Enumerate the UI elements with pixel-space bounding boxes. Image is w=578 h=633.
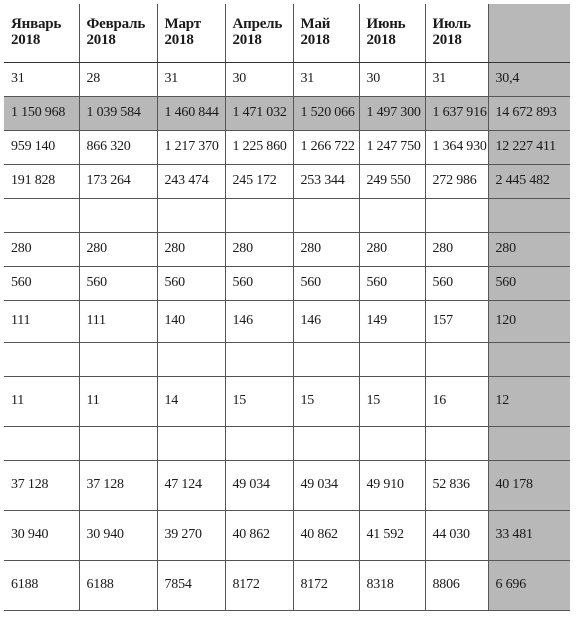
table-cell: 243 474 xyxy=(157,164,225,198)
header-cell-july xyxy=(425,4,488,62)
table-row xyxy=(4,300,570,342)
total-cell: 12 227 411 xyxy=(488,130,570,164)
header-year: 2018 xyxy=(11,32,41,48)
header-year: 2018 xyxy=(366,32,396,48)
table-cell: 560 xyxy=(359,266,425,300)
header-row xyxy=(4,4,570,62)
table-cell: 280 xyxy=(359,232,425,266)
table-row xyxy=(4,376,570,426)
table-cell xyxy=(425,426,488,460)
table-cell: 15 xyxy=(225,376,293,426)
table-cell: 280 xyxy=(293,232,359,266)
total-cell: 120 xyxy=(488,300,570,342)
header-cell-may xyxy=(293,4,359,62)
header-month: Апрель xyxy=(232,16,283,32)
header-year: 2018 xyxy=(232,32,262,48)
table-cell xyxy=(4,342,79,376)
header-month: Март xyxy=(164,16,201,32)
table-row xyxy=(4,130,570,164)
table-cell xyxy=(225,342,293,376)
table-cell xyxy=(4,426,79,460)
table-cell: 30 xyxy=(359,62,425,96)
table-cell: 560 xyxy=(425,266,488,300)
table-cell: 1 247 750 xyxy=(359,130,425,164)
table-cell: 1 225 860 xyxy=(225,130,293,164)
table-cell: 49 910 xyxy=(359,460,425,510)
table-row xyxy=(4,164,570,198)
table-cell: 7854 xyxy=(157,560,225,610)
table-cell: 11 xyxy=(4,376,79,426)
total-cell: 560 xyxy=(488,266,570,300)
header-year: 2018 xyxy=(300,32,330,48)
table-cell xyxy=(157,426,225,460)
table-cell xyxy=(425,198,488,232)
header-month: Июль xyxy=(432,16,471,32)
header-year: 2018 xyxy=(86,32,116,48)
table-row xyxy=(4,232,570,266)
table-cell: 146 xyxy=(293,300,359,342)
table-cell: 111 xyxy=(4,300,79,342)
table-cell: 1 364 930 xyxy=(425,130,488,164)
header-cell-april xyxy=(225,4,293,62)
table-cell: 30 940 xyxy=(79,510,157,560)
table-cell: 8172 xyxy=(293,560,359,610)
table-cell xyxy=(293,426,359,460)
table-cell: 31 xyxy=(4,62,79,96)
table-cell: 15 xyxy=(359,376,425,426)
table-cell: 1 266 722 xyxy=(293,130,359,164)
table-cell: 146 xyxy=(225,300,293,342)
table-cell: 1 460 844 xyxy=(157,96,225,130)
total-cell: 2 445 482 xyxy=(488,164,570,198)
table-cell: 253 344 xyxy=(293,164,359,198)
table-cell: 6188 xyxy=(79,560,157,610)
header-year: 2018 xyxy=(164,32,194,48)
table-cell: 866 320 xyxy=(79,130,157,164)
table-cell: 52 836 xyxy=(425,460,488,510)
table-cell: 30 940 xyxy=(4,510,79,560)
total-cell: 6 696 xyxy=(488,560,570,610)
table-cell: 959 140 xyxy=(4,130,79,164)
table-cell: 8318 xyxy=(359,560,425,610)
table-cell: 149 xyxy=(359,300,425,342)
table-cell: 31 xyxy=(425,62,488,96)
header-cell-total xyxy=(488,4,570,62)
table-cell xyxy=(225,198,293,232)
total-cell xyxy=(488,198,570,232)
table-cell xyxy=(293,342,359,376)
table-row xyxy=(4,560,570,610)
table-cell: 272 986 xyxy=(425,164,488,198)
table-cell: 41 592 xyxy=(359,510,425,560)
total-cell: 40 178 xyxy=(488,460,570,510)
table-cell: 157 xyxy=(425,300,488,342)
table-cell: 280 xyxy=(79,232,157,266)
table-cell: 191 828 xyxy=(4,164,79,198)
header-month: Февраль xyxy=(86,16,146,32)
table-cell: 280 xyxy=(225,232,293,266)
table-cell xyxy=(425,342,488,376)
table-cell: 30 xyxy=(225,62,293,96)
table-row xyxy=(4,342,570,376)
table-cell: 560 xyxy=(4,266,79,300)
table-row xyxy=(4,198,570,232)
table-cell: 1 471 032 xyxy=(225,96,293,130)
monthly-data-table xyxy=(4,4,570,611)
total-cell: 14 672 893 xyxy=(488,96,570,130)
table-cell: 39 270 xyxy=(157,510,225,560)
table-cell: 37 128 xyxy=(4,460,79,510)
total-cell: 280 xyxy=(488,232,570,266)
table-cell: 37 128 xyxy=(79,460,157,510)
table-cell: 6188 xyxy=(4,560,79,610)
table-cell xyxy=(79,426,157,460)
table-cell: 31 xyxy=(157,62,225,96)
table-row xyxy=(4,426,570,460)
total-cell: 33 481 xyxy=(488,510,570,560)
header-month: Май xyxy=(300,16,331,32)
table-cell: 111 xyxy=(79,300,157,342)
table-cell: 40 862 xyxy=(225,510,293,560)
table-cell: 560 xyxy=(157,266,225,300)
table-cell: 40 862 xyxy=(293,510,359,560)
table-cell: 8806 xyxy=(425,560,488,610)
table-cell xyxy=(225,426,293,460)
table-cell: 31 xyxy=(293,62,359,96)
table-cell: 560 xyxy=(225,266,293,300)
table-cell: 1 217 370 xyxy=(157,130,225,164)
table-cell: 249 550 xyxy=(359,164,425,198)
table-row xyxy=(4,266,570,300)
header-month: Январь xyxy=(11,16,62,32)
table-cell: 47 124 xyxy=(157,460,225,510)
table-cell: 1 150 968 xyxy=(4,96,79,130)
header-cell-june xyxy=(359,4,425,62)
table-cell: 245 172 xyxy=(225,164,293,198)
table-cell: 1 637 916 xyxy=(425,96,488,130)
header-cell-february xyxy=(79,4,157,62)
table-cell xyxy=(359,342,425,376)
table-cell xyxy=(79,342,157,376)
table-cell: 11 xyxy=(79,376,157,426)
table-cell: 173 264 xyxy=(79,164,157,198)
total-cell: 12 xyxy=(488,376,570,426)
table-cell: 280 xyxy=(4,232,79,266)
table-cell xyxy=(293,198,359,232)
table-cell: 14 xyxy=(157,376,225,426)
table-cell xyxy=(4,198,79,232)
table-cell: 140 xyxy=(157,300,225,342)
table-cell: 49 034 xyxy=(293,460,359,510)
total-cell xyxy=(488,342,570,376)
table-cell xyxy=(359,426,425,460)
table-cell: 1 497 300 xyxy=(359,96,425,130)
table-cell xyxy=(359,198,425,232)
total-cell xyxy=(488,426,570,460)
header-cell-january xyxy=(4,4,79,62)
table-cell xyxy=(157,342,225,376)
table-cell xyxy=(157,198,225,232)
table-row xyxy=(4,460,570,510)
table-cell: 8172 xyxy=(225,560,293,610)
total-cell: 30,4 xyxy=(488,62,570,96)
table-cell: 280 xyxy=(157,232,225,266)
table-cell: 1 520 066 xyxy=(293,96,359,130)
table-cell: 49 034 xyxy=(225,460,293,510)
table-cell: 44 030 xyxy=(425,510,488,560)
table-cell: 16 xyxy=(425,376,488,426)
table-cell xyxy=(79,198,157,232)
table-row xyxy=(4,510,570,560)
header-cell-march xyxy=(157,4,225,62)
table-cell: 560 xyxy=(79,266,157,300)
table-cell: 15 xyxy=(293,376,359,426)
table-row xyxy=(4,62,570,96)
table-body xyxy=(4,62,570,610)
header-year: 2018 xyxy=(432,32,462,48)
table-cell: 1 039 584 xyxy=(79,96,157,130)
header-month: Июнь xyxy=(366,16,406,32)
table-cell: 28 xyxy=(79,62,157,96)
table-cell: 280 xyxy=(425,232,488,266)
table-cell: 560 xyxy=(293,266,359,300)
table-row xyxy=(4,96,570,130)
